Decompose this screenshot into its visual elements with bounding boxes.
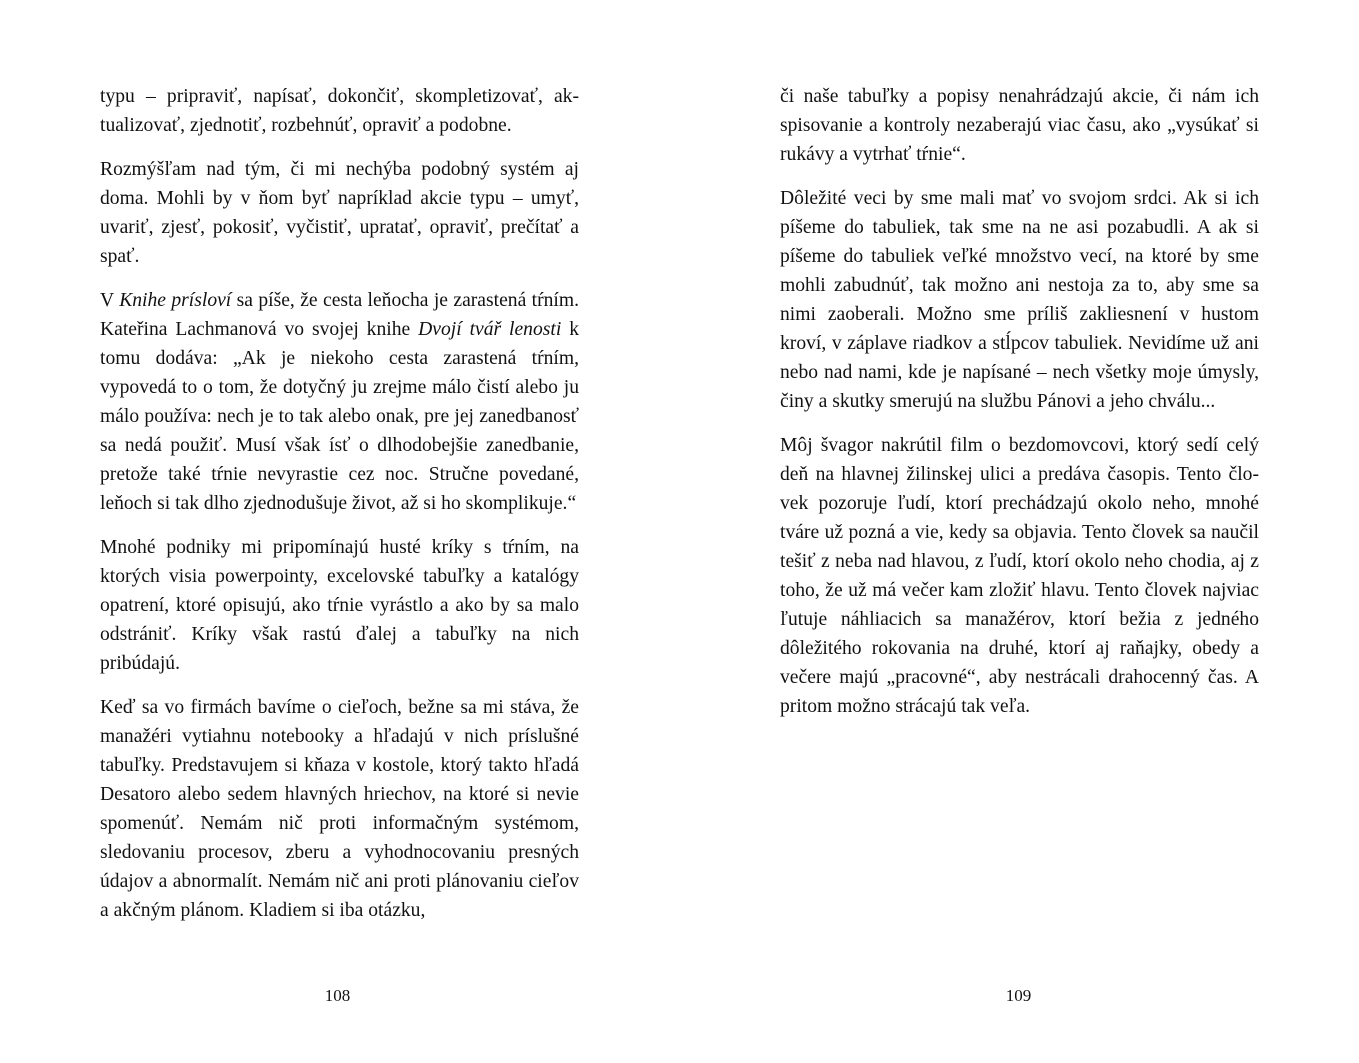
paragraph — [100, 286, 579, 518]
text-run: Keď sa vo firmách bavíme o cieľoch, bežne sa mi stáva, že manažéri vytiahnu notebooky a hľadajú v nich príslušné tabuľky. Predstavujem si kňaza v kostole, ktorý takto hľadá Desatoro alebo sedem hlavných hriechov, na ktoré si nevie spomenúť. Nemám nič proti informačným systémom, sledovaniu procesov, zberu a vyhodnocovaniu presných údajov a abnormalít. Nemám nič ani proti plánovaniu cieľov a akčným plánom. Kladiem si iba otázku, — [100, 697, 579, 921]
left-page — [0, 0, 679, 1063]
text-run: sa píše, že cesta leňocha je zarastená tŕním. Kateřina Lachmanová vo svojej knihe — [100, 290, 579, 340]
text-run: k tomu dodáva: „Ak je niekoho cesta zarastená tŕním, vypovedá to o tom, že dotyčný ju zrejme málo čistí alebo ju málo používa: nech je to tak alebo onak, pre jej zanedbanosť sa nedá použiť. Musí však ísť o dlhodobejšie zanedbanie, pretože také tŕnie nevyrastie cez noc. Stručne povedané, leňoch si tak dlho zjednodušuje život, až si ho skomplikuje.“ — [100, 319, 580, 514]
italic-title: Knihe prísloví — [119, 290, 232, 311]
paragraph — [100, 693, 579, 925]
left-page-text — [100, 82, 579, 925]
paragraph — [100, 82, 579, 140]
paragraph — [780, 184, 1259, 416]
text-run: či naše tabuľky a popisy nenahrádzajú akcie, či nám ich spisovanie a kontroly nezaberajú viac času, ako „vysúkať si rukávy a vytrhať tŕnie“. — [780, 86, 1259, 165]
paragraph — [100, 155, 579, 271]
paragraph — [100, 533, 579, 678]
text-run: Môj švagor nakrútil film o bezdomovcovi, ktorý sedí celý deň na hlavnej žilinskej ulici a predáva časopis. Tento človek pozoruje ľudí, ktorí prechádzajú okolo neho, mnohé tváre už pozná a vie, kedy sa objavia. Tento človek sa naučil tešiť z neba nad hlavou, z ľudí, ktorí okolo neho chodia, aj z toho, že už má večer kam zložiť hlavu. Tento človek najviac ľutuje náhliacich sa manažérov, ktorí bežia z jedného dôležitého rokovania na druhé, ktorí aj raňajky, obedy a večere majú „pracovné“, aby nestrácali drahocenný čas. A pritom možno strácajú tak veľa. — [780, 435, 1259, 717]
text-run: Mnohé podniky mi pripomínajú husté kríky s tŕním, na ktorých visia powerpointy, excelovské tabuľky a katalógy opatrení, ktoré opisujú, ako tŕnie vyrástlo a ako by sa malo odstrániť. Kríky však rastú ďalej a tabuľky na nich pribúdajú. — [100, 537, 579, 674]
paragraph — [780, 431, 1259, 721]
right-page-text — [780, 82, 1259, 721]
italic-title: Dvojí tvář lenosti — [418, 319, 562, 340]
text-run: Dôležité veci by sme mali mať vo svojom srdci. Ak si ich píšeme do tabuliek, tak sme na ne asi pozabudli. A ak si píšeme do tabuliek veľké množstvo vecí, na ktoré by sme mohli zabudnúť, tak možno ani nestoja za to, aby sme sa nimi zaoberali. Možno sme príliš zakliesnení v hustom kroví, v záplave riadkov a stĺpcov tabuliek. Nevidíme už ani nebo nad nami, kde je napísané – nech všetky moje úmysly, činy a skutky smerujú na službu Pánovi a jeho chválu... — [780, 188, 1259, 412]
page-number-right: 109 — [1005, 986, 1032, 1005]
text-run: V — [100, 290, 120, 311]
page-number-left: 108 — [324, 986, 351, 1005]
text-run: Rozmýšľam nad tým, či mi nechýba podobný systém aj doma. Mohli by v ňom byť napríklad akcie typu – umyť, uvariť, zjesť, pokosiť, vyčistiť, upratať, opraviť, prečítať a spať. — [100, 159, 579, 267]
text-run: typu – pripraviť, napísať, dokončiť, skompletizovať, aktualizovať, zjednotiť, rozbehnúť, opraviť a podobne. — [100, 86, 579, 136]
right-page — [680, 0, 1359, 1063]
paragraph — [780, 82, 1259, 169]
